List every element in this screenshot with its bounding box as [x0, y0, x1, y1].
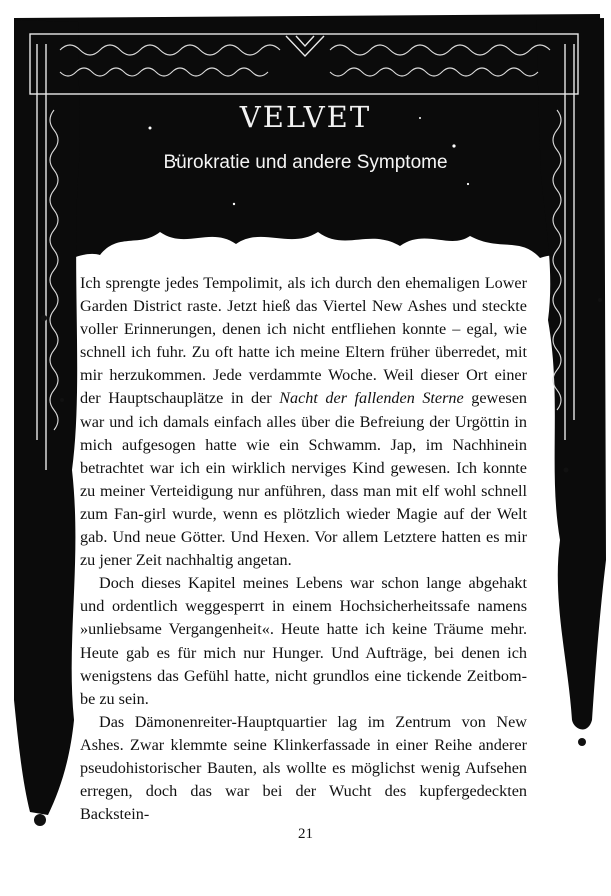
chapter-body-text [80, 272, 527, 826]
paragraph-1: Ich sprengte jedes Tempolimit, als ich durch den ehemaligen Lower Garden District raste. Jetzt hieß das Viertel New Ashes und steckte voller Erinnerungen, denen ich nicht entfliehen konnte – egal, wie schnell ich fuhr. Zu oft hatte ich meine Eltern früher überredet, mit mir herzukommen. Jede verdammte Woche. Weil dieser Ort einer der Hauptschauplätze in der Nacht der fallenden Sterne gewesen war und ich damals einfach alles über die Befreiung der Urgöttin in mich aufgesogen hatte wie ein Schwamm. Jap, im Nachhinein betrachtet war ich ein wirklich nerviges Kind gewesen. Ich konnte zu meiner Verteidigung nur anführen, dass man mit elf wohl schnell zum Fan-girl wurde, wenn es plötzlich wieder Magie auf der Welt gab. Und neue Götter. Und Hexen. Vor allem Letztere hatten es mir zu jener Zeit nachhaltig angetan. [80, 274, 527, 570]
page-number: 21 [298, 826, 313, 842]
ink-left-border [14, 20, 80, 815]
chapter-title: VELVET [239, 100, 372, 134]
paragraph-2: Doch dieses Kapitel meines Lebens war schon lange abgehakt und ordentlich weggesperrt in einem Hochsicherheitssafe namens »unliebsame Vergangenheit«. Heute hatte ich keine Träume mehr. Heute gab es für mich nur Hunger. Und Aufträge, bei denen ich wenigstens das Gefühl hatte, nicht grundlos eine tickende Zeitbom-be zu sein. [80, 574, 527, 708]
chapter-subtitle: Bürokratie und andere Symptome [163, 152, 448, 173]
paragraph-3: Das Dämonenreiter-Hauptquartier lag im Zentrum von New Ashes. Zwar klemmte seine Klinkerfassade in einer Reihe anderer pseudohistorischer Bauten, als wollte es möglichst wenig Aufsehen erregen, doch das war bei der Wucht des kupfergedeckten Backstein- [80, 712, 527, 824]
book-title-italic: Nacht der fallenden Sterne [279, 389, 464, 408]
